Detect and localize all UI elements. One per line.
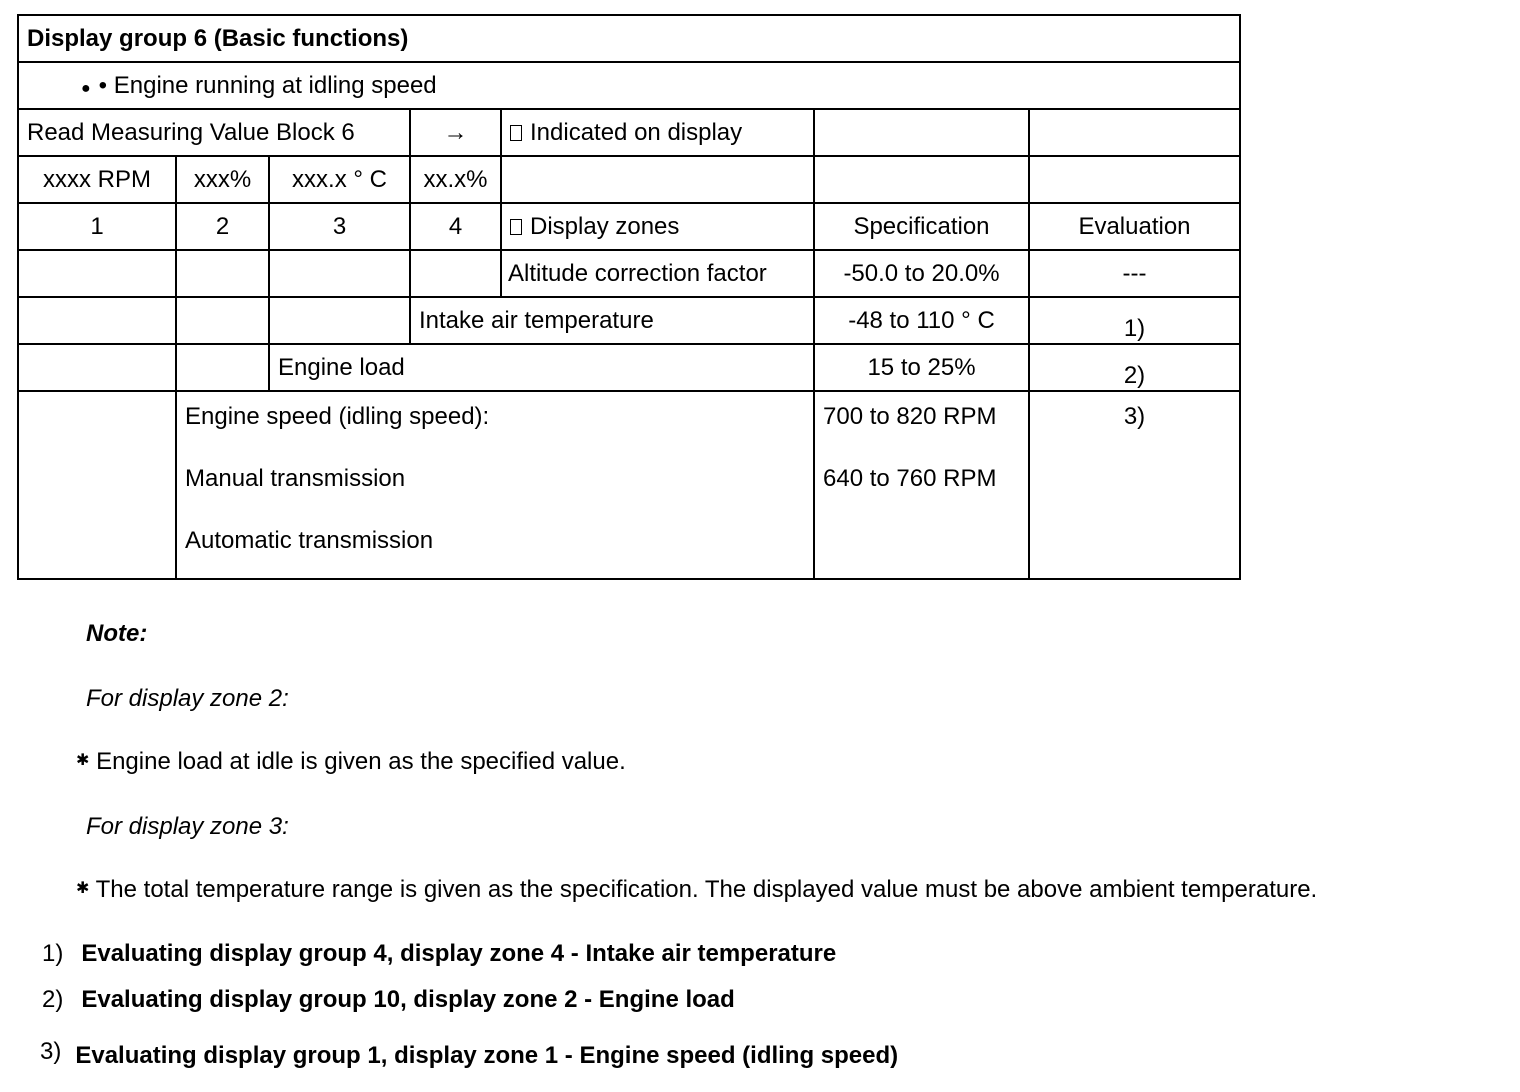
- footnote-1: 1) Evaluating display group 4, display zone 4 - Intake air temperature: [42, 940, 837, 967]
- row-spec: -50.0 to 20.0%: [814, 250, 1029, 297]
- asterisk-icon: ✱: [76, 752, 90, 769]
- bullet-icon: ●: [81, 79, 91, 97]
- specification-header: Specification: [814, 203, 1029, 250]
- arrow-icon: →: [410, 109, 501, 156]
- zone-1: 1: [18, 203, 176, 250]
- row-label: Intake air temperature: [410, 297, 814, 344]
- row-eval: 1): [1029, 297, 1240, 344]
- unit-2: xxx%: [176, 156, 269, 203]
- unit-1: xxxx RPM: [18, 156, 176, 203]
- table-row: [18, 344, 1240, 391]
- footnote-3: 3) Evaluating display group 1, display zone 1 - Engine speed (idling speed): [40, 1038, 899, 1069]
- row-spec: 15 to 25%: [814, 344, 1029, 391]
- footnote-2: 2) Evaluating display group 10, display zone 2 - Engine load: [42, 986, 735, 1013]
- unit-3: xxx.x ° C: [269, 156, 410, 203]
- note-zone3: For display zone 3:: [86, 813, 289, 840]
- engine-speed-label: Engine speed (idling speed):: [185, 403, 490, 430]
- row-label: Engine load: [269, 344, 814, 391]
- table-row: [18, 250, 1240, 297]
- row-spec: -48 to 110 ° C: [814, 297, 1029, 344]
- checkbox-icon: [510, 125, 522, 141]
- row-label: Altitude correction factor: [501, 250, 814, 297]
- table-row: [18, 391, 1240, 579]
- note-zone2-text: Engine load at idle is given as the specified value.: [96, 748, 626, 775]
- note-heading: Note:: [86, 620, 148, 647]
- speed-eval: 3): [1123, 403, 1146, 430]
- zone-2: 2: [176, 203, 269, 250]
- table-title: Display group 6 (Basic functions): [18, 15, 1240, 62]
- speed-spec-1: 700 to 820 RPM: [823, 403, 997, 430]
- note-zone3-text: The total temperature range is given as the specification. The displayed value must be above ambient temperature.: [95, 876, 1318, 903]
- read-block-label: Read Measuring Value Block 6: [18, 109, 410, 156]
- evaluation-header: Evaluation: [1029, 203, 1240, 250]
- row-eval: ---: [1029, 250, 1240, 297]
- zone-4: 4: [410, 203, 501, 250]
- table-row: [18, 297, 1240, 344]
- checkbox-icon: [510, 219, 522, 235]
- automatic-transmission-label: Automatic transmission: [185, 527, 434, 554]
- display-group-table: [17, 14, 1241, 580]
- asterisk-icon: ✱: [76, 880, 90, 897]
- unit-4: xx.x%: [410, 156, 501, 203]
- display-zones-label: Display zones: [530, 212, 680, 240]
- indicated-label: Indicated on display: [530, 118, 743, 146]
- manual-transmission-label: Manual transmission: [185, 465, 406, 492]
- row-eval: 2): [1029, 344, 1240, 391]
- zone-3: 3: [269, 203, 410, 250]
- note-zone2: For display zone 2:: [86, 685, 289, 712]
- condition: • Engine running at idling speed: [98, 71, 437, 99]
- speed-spec-2: 640 to 760 RPM: [823, 465, 997, 492]
